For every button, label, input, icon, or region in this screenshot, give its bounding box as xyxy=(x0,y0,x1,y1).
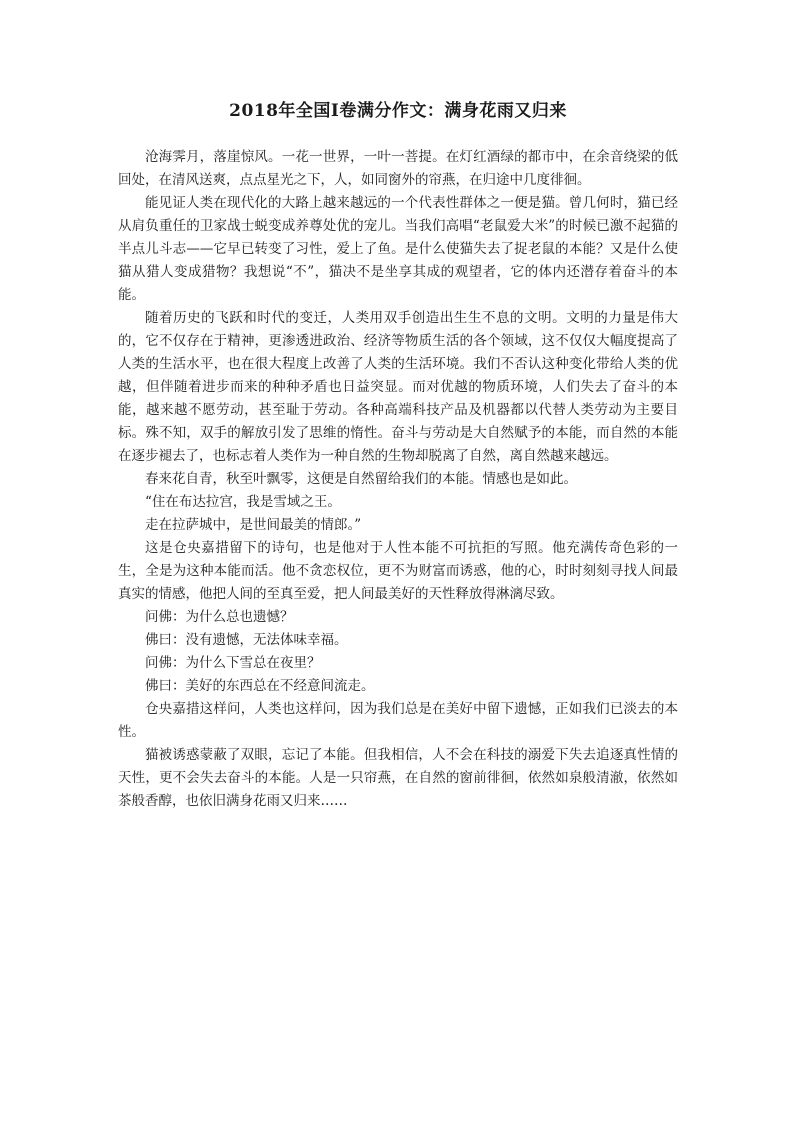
poem-line-2: 走在拉萨城中，是世间最美的情郎。” xyxy=(145,517,362,533)
paragraph-2: 能见证人类在现代化的大路上越来越远的一个代表性群体之一便是猫。曾几何时，猫已经从肩负重任的卫家战士蜕变成养尊处优的宠儿。当我们高唱“老鼠爱大米”的时候已激不起猫的半点儿斗志——它早已转变了习性，爱上了鱼。是什么使猫失去了捉老鼠的本能？又是什么使猫从猎人变成猎物？我想说“不”，猫决不是坐享其成的观望者，它的体内还潜存着奋斗的本能。 xyxy=(118,195,678,303)
paragraph-4: 春来花自青，秋至叶飘零，这便是自然留给我们的本能。情感也是如此。 xyxy=(145,471,577,487)
paragraph-5: 这是仓央嘉措留下的诗句，也是他对于人性本能不可抗拒的写照。他充满传奇色彩的一生，全是为这种本能而活。他不贪恋权位，更不为财富而诱惑，他的心，时时刻刻寻找人间最真实的情感，他把人间的至真至爱，把人间最美好的天性释放得淋漓尽致。 xyxy=(118,540,678,602)
dialogue-line-4: 佛曰：美好的东西总在不经意间流走。 xyxy=(145,678,375,694)
document-title: 2018年全国Ⅰ卷满分作文：满身花雨又归来 xyxy=(229,101,567,121)
poem-line-1: “住在布达拉宫，我是雪域之王。 xyxy=(145,494,341,510)
document-page xyxy=(118,100,678,813)
paragraph-6: 仓央嘉措这样问，人类也这样问，因为我们总是在美好中留下遗憾，正如我们已淡去的本性。 xyxy=(118,701,678,740)
document-body xyxy=(118,146,678,813)
paragraph-3: 随着历史的飞跃和时代的变迁，人类用双手创造出生生不息的文明。文明的力量是伟大的，它不仅存在于精神，更渗透进政治、经济等物质生活的各个领域，这不仅仅大幅度提高了人类的生活水平，也在很大程度上改善了人类的生活环境。我们不否认这种变化带给人类的优越，但伴随着进步而来的种种矛盾也日益突显。而对优越的物质环境，人们失去了奋斗的本能，越来越不愿劳动，甚至耻于劳动。各种高端科技产品及机器都以代替人类劳动为主要目标。殊不知，双手的解放引发了思维的惰性。奋斗与劳动是大自然赋予的本能，而自然的本能在逐步褪去了，也标志着人类作为一种自然的生物却脱离了自然，离自然越来越远。 xyxy=(118,310,678,464)
dialogue-line-1: 问佛：为什么总也遗憾？ xyxy=(145,609,294,625)
dialogue-line-3: 问佛：为什么下雪总在夜里？ xyxy=(145,655,321,671)
paragraph-7: 猫被诱惑蒙蔽了双眼，忘记了本能。但我相信，人不会在科技的溺爱下失去追逐真性情的天性，更不会失去奋斗的本能。人是一只帘燕，在自然的窗前徘徊，依然如泉般清澈，依然如茶般香醇，也依旧满身花雨又归来…… xyxy=(118,747,678,809)
dialogue-line-2: 佛曰：没有遗憾，无法体味幸福。 xyxy=(145,632,348,648)
paragraph-1: 沧海霁月，落崖惊风。一花一世界，一叶一菩提。在灯红酒绿的都市中，在余音绕梁的低回处，在清风送爽，点点星光之下，人，如同窗外的帘燕，在归途中几度徘徊。 xyxy=(118,149,678,188)
